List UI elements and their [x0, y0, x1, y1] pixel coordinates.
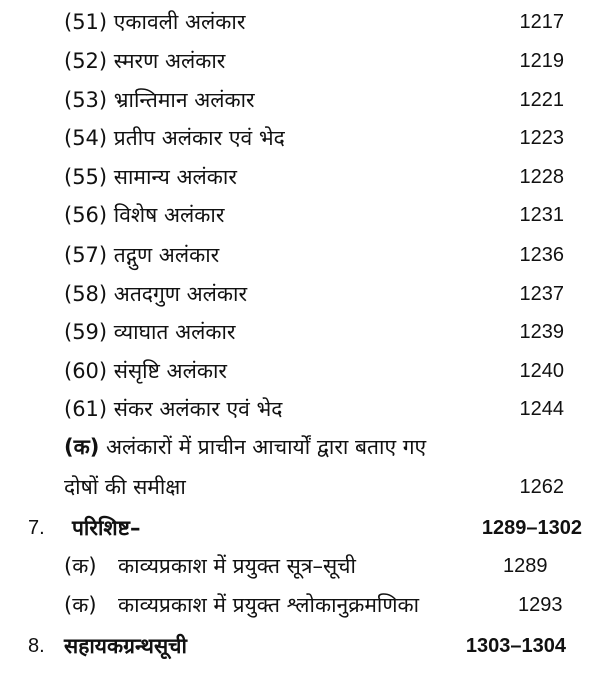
toc-entry-page: 1228	[519, 166, 564, 188]
section-7-pages: 1289–1302	[481, 517, 582, 539]
toc-entry-label: (58) अतदगुण अलंकार	[64, 282, 248, 306]
review-entry-line1	[0, 428, 600, 466]
subentry-label: काव्यप्रकाश में प्रयुक्त सूत्र–सूची	[118, 554, 356, 578]
toc-entry	[0, 158, 600, 196]
toc-entry-page: 1223	[519, 127, 564, 149]
review-entry-line2	[0, 468, 600, 506]
section-7-heading	[0, 509, 600, 547]
toc-entry	[0, 313, 600, 351]
toc-entry	[0, 42, 600, 80]
toc-entry-page: 1237	[519, 283, 564, 305]
review-title-line1: अलंकारों में प्राचीन आचार्यों द्वारा बताए गए	[106, 435, 427, 459]
toc-entry-page: 1239	[519, 321, 564, 343]
toc-entry-label: (59) व्याघात अलंकार	[64, 320, 236, 344]
toc-entry-page: 1236	[519, 244, 564, 266]
toc-entry-label: (56) विशेष अलंकार	[64, 203, 225, 227]
toc-entry-page: 1231	[519, 204, 564, 226]
toc-entry-page: 1217	[519, 11, 564, 33]
subentry-label: काव्यप्रकाश में प्रयुक्त श्लोकानुक्रमणिका	[118, 593, 420, 617]
toc-entry	[0, 390, 600, 428]
toc-entry-label: (55) सामान्य अलंकार	[64, 165, 237, 189]
review-entry-text	[64, 428, 426, 466]
toc-entry	[0, 81, 600, 119]
toc-entry-label: (54) प्रतीप अलंकार एवं भेद	[64, 126, 285, 150]
toc-entry-page: 1240	[519, 360, 564, 382]
toc-entry-page: 1244	[519, 398, 564, 420]
subentry-marker: (क)	[64, 554, 97, 578]
toc-entry	[0, 275, 600, 313]
toc-entry-label: (60) संसृष्टि अलंकार	[64, 359, 227, 383]
toc-entry-label: (52) स्मरण अलंकार	[64, 49, 226, 73]
toc-entry	[0, 119, 600, 157]
review-entry-page: 1262	[519, 476, 564, 498]
toc-entry	[0, 352, 600, 390]
toc-entry-page: 1219	[519, 50, 564, 72]
section-8-number: 8.	[28, 635, 45, 657]
toc-entry	[0, 196, 600, 234]
section-7-number: 7.	[28, 517, 45, 539]
section-8-heading	[0, 627, 600, 665]
section-8-title: सहायकग्रन्थसूची	[64, 634, 187, 658]
section-7-title: परिशिष्ट–	[72, 516, 141, 540]
toc-entry-page: 1221	[519, 89, 564, 111]
toc-entry	[0, 3, 600, 41]
review-marker: (क)	[64, 435, 100, 459]
section-7-subentry	[0, 586, 600, 624]
subentry-marker: (क)	[64, 593, 97, 617]
toc-entry	[0, 236, 600, 274]
section-8-pages: 1303–1304	[465, 635, 566, 657]
toc-entry-label: (53) भ्रान्तिमान अलंकार	[64, 88, 255, 112]
section-7-subentry	[0, 547, 600, 585]
review-title-line2: दोषों की समीक्षा	[64, 475, 186, 499]
toc-entry-label: (51) एकावली अलंकार	[64, 10, 246, 34]
toc-entry-label: (57) तद्गुण अलंकार	[64, 243, 220, 267]
subentry-page: 1289	[503, 555, 548, 577]
subentry-page: 1293	[518, 594, 563, 616]
toc-entry-label: (61) संकर अलंकार एवं भेद	[64, 397, 283, 421]
